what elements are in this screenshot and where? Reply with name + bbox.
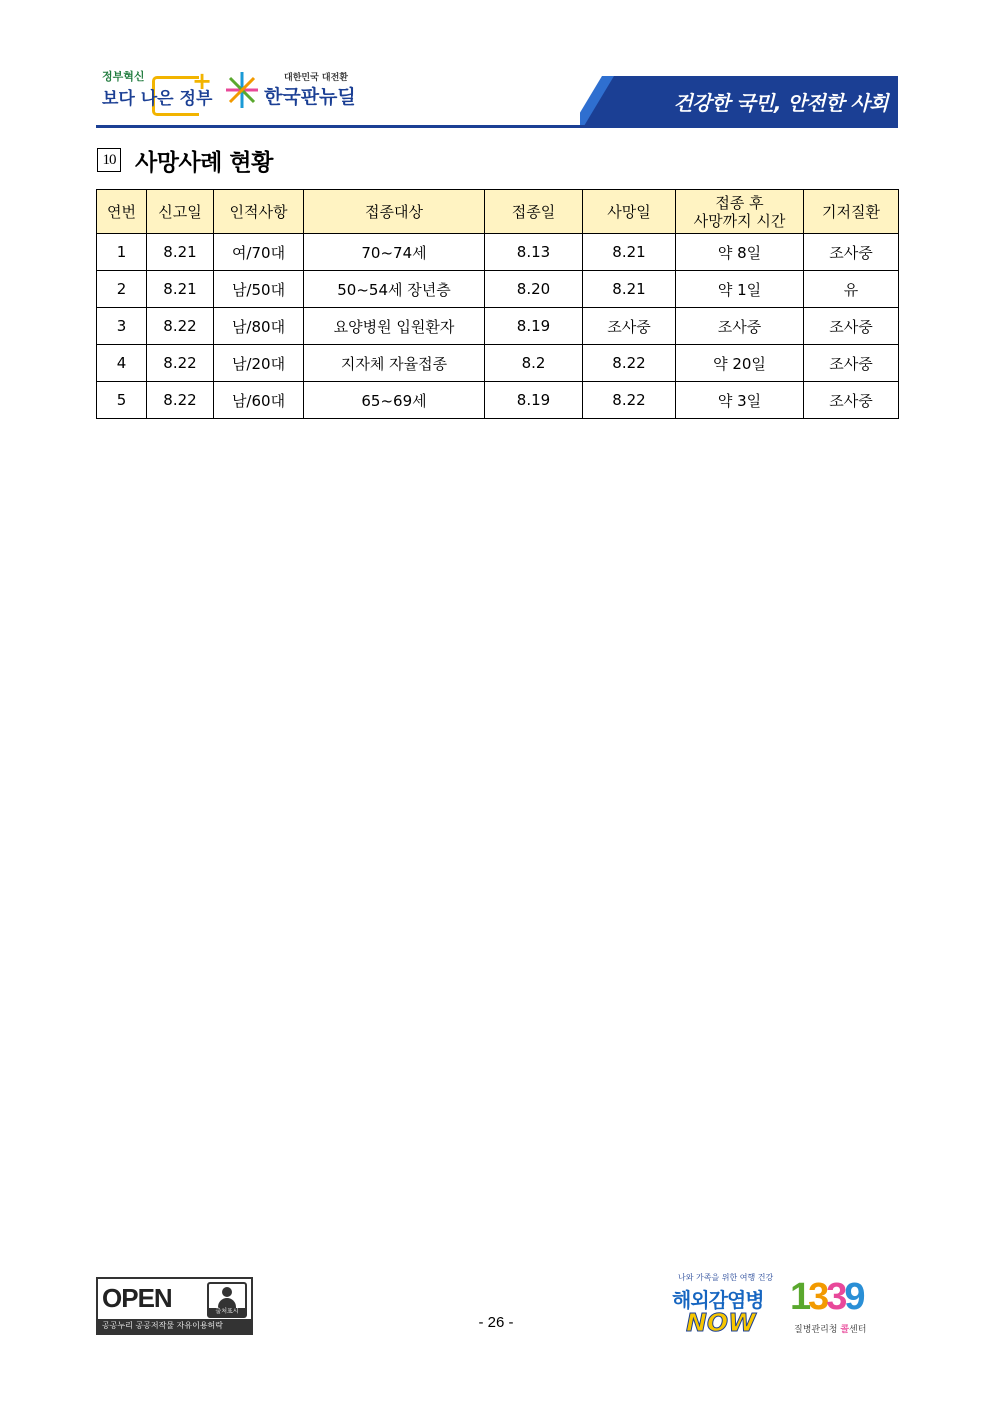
new-deal-big-text: 한국판뉴딜 (264, 86, 356, 108)
attribution-person-icon (207, 1282, 247, 1318)
cell-vaccination-target: 70~74세 (304, 234, 485, 271)
col-header-personal-info: 인적사항 (214, 190, 304, 234)
cell-seq: 4 (97, 345, 147, 382)
death-cases-table (96, 189, 899, 419)
cell-personal-info: 남/60대 (214, 382, 304, 419)
cell-vaccination-date: 8.2 (485, 345, 583, 382)
col-header-time-to-death (676, 190, 804, 234)
cell-seq: 2 (97, 271, 147, 308)
col-header-time-to-death-line2: 사망까지 시간 (693, 211, 786, 230)
cell-report-date: 8.21 (147, 234, 214, 271)
cell-time-to-death: 약 3일 (676, 382, 804, 419)
gov-logo-plus-icon: + (192, 67, 213, 95)
cell-seq: 1 (97, 234, 147, 271)
col-header-underlying-disease: 기저질환 (804, 190, 899, 234)
cell-time-to-death: 약 8일 (676, 234, 804, 271)
gov-logo-small-text: 정부혁신 (102, 70, 145, 83)
cell-time-to-death: 조사중 (676, 308, 804, 345)
cell-death-date: 8.22 (583, 382, 676, 419)
cell-seq: 3 (97, 308, 147, 345)
col-header-vaccination-target: 접종대상 (304, 190, 485, 234)
col-header-report-date: 신고일 (147, 190, 214, 234)
cell-report-date: 8.22 (147, 382, 214, 419)
col-header-death-date: 사망일 (583, 190, 676, 234)
open-license-caption: 공공누리 공공저작물 자유이용허락 (98, 1319, 251, 1333)
slogan-banner (580, 76, 898, 126)
korean-new-deal-logo (222, 70, 362, 118)
page-number: - 26 - (478, 1314, 514, 1331)
new-deal-small-text: 대한민국 대전환 (284, 73, 348, 83)
cell-personal-info: 남/80대 (214, 308, 304, 345)
cell-death-date: 8.21 (583, 234, 676, 271)
table-row (97, 382, 899, 419)
cell-report-date: 8.22 (147, 345, 214, 382)
cell-time-to-death: 약 20일 (676, 345, 804, 382)
cell-vaccination-date: 8.20 (485, 271, 583, 308)
cell-vaccination-target: 요양병원 입원환자 (304, 308, 485, 345)
gov-logo-big-text: 보다 나은 정부 (102, 89, 213, 109)
now-logo-small-text: 나와 가족을 위한 여행 건강 (678, 1273, 774, 1282)
cell-seq: 5 (97, 382, 147, 419)
open-wordmark: OPEN (102, 1283, 172, 1313)
cell-underlying-disease: 조사중 (804, 345, 899, 382)
table-row (97, 345, 899, 382)
cell-underlying-disease: 유 (804, 271, 899, 308)
callcenter-caption: 질병관리청 콜센터 (794, 1325, 867, 1335)
section-heading (97, 144, 273, 176)
cell-vaccination-date: 8.19 (485, 382, 583, 419)
kogl-open-license-badge (96, 1277, 253, 1335)
table-row (97, 308, 899, 345)
col-header-vaccination-date: 접종일 (485, 190, 583, 234)
cell-death-date: 조사중 (583, 308, 676, 345)
gov-innovation-logo (100, 67, 213, 118)
col-header-seq: 연번 (97, 190, 147, 234)
cell-vaccination-target: 65~69세 (304, 382, 485, 419)
cell-report-date: 8.21 (147, 271, 214, 308)
cell-time-to-death: 약 1일 (676, 271, 804, 308)
cell-personal-info: 여/70대 (214, 234, 304, 271)
cell-report-date: 8.22 (147, 308, 214, 345)
callcenter-digits: 1339 (790, 1276, 863, 1318)
col-header-time-to-death-line1: 접종 후 (715, 193, 764, 212)
cell-death-date: 8.22 (583, 345, 676, 382)
new-deal-star-icon (222, 70, 262, 110)
cell-personal-info: 남/50대 (214, 271, 304, 308)
page-header (96, 62, 898, 130)
attribution-label: 출처표시 (209, 1308, 245, 1316)
cell-death-date: 8.21 (583, 271, 676, 308)
cell-vaccination-date: 8.13 (485, 234, 583, 271)
cell-vaccination-date: 8.19 (485, 308, 583, 345)
slogan-text: 건강한 국민, 안전한 사회 (673, 91, 888, 115)
section-number-box: 10 (97, 148, 121, 172)
table-row (97, 271, 899, 308)
overseas-infection-now-logo (672, 1272, 776, 1340)
header-divider (96, 125, 898, 128)
table-header-row (97, 190, 899, 234)
cell-personal-info: 남/20대 (214, 345, 304, 382)
cell-underlying-disease: 조사중 (804, 382, 899, 419)
callcenter-1339-logo (788, 1276, 900, 1340)
cell-vaccination-target: 지자체 자율접종 (304, 345, 485, 382)
cell-underlying-disease: 조사중 (804, 308, 899, 345)
section-title: 사망사례 현황 (135, 149, 273, 176)
table-row (97, 234, 899, 271)
now-logo-big-text: 해외감염병 (672, 1288, 764, 1312)
cell-vaccination-target: 50~54세 장년층 (304, 271, 485, 308)
cell-underlying-disease: 조사중 (804, 234, 899, 271)
now-logo-now-text: NOW (686, 1308, 756, 1337)
